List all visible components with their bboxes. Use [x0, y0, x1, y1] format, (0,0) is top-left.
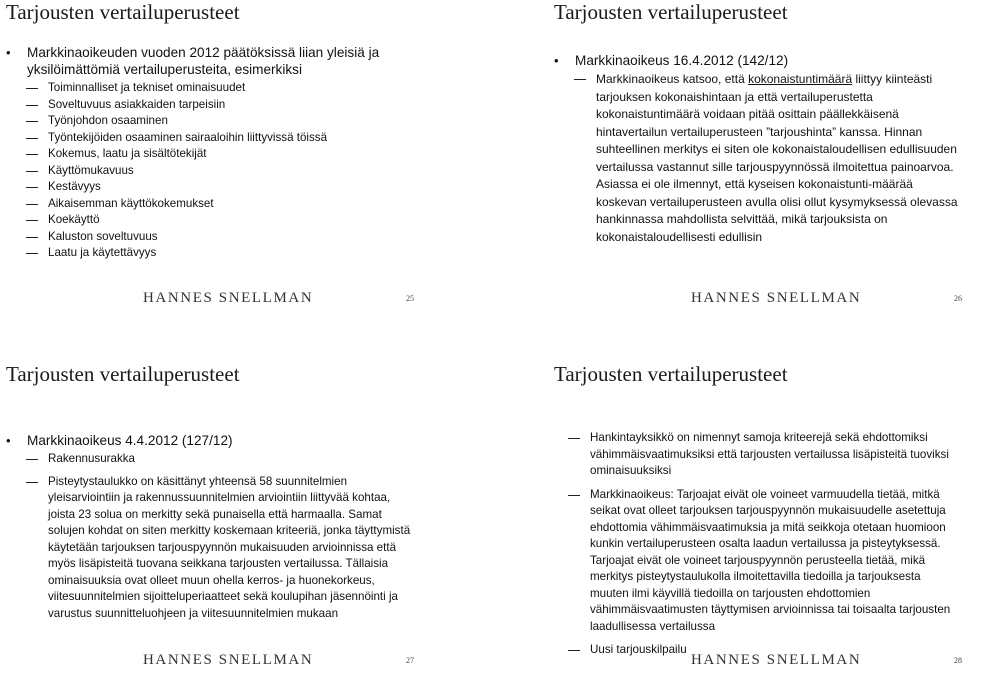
sub-item [6, 474, 418, 623]
slide-26 [548, 0, 1008, 324]
slide-content [548, 430, 960, 659]
sub-item-text: Kokemus, laatu ja sisältötekijät [48, 147, 207, 160]
page-number: 25 [406, 294, 414, 303]
sub-item-text: Markkinaoikeus katsoo, että [596, 72, 749, 86]
dash-icon [26, 204, 38, 205]
sub-item [6, 130, 418, 147]
sub-item-text: Toiminnalliset ja tekniset ominaisuudet [48, 81, 246, 94]
dash-icon [568, 438, 580, 439]
bullet-dot-icon: • [6, 45, 11, 60]
sub-item [6, 80, 418, 97]
sub-item [6, 163, 418, 180]
page-number: 26 [954, 294, 962, 303]
dash-icon [26, 105, 38, 106]
sub-item-text: Työntekijöiden osaaminen sairaaloihin liittyvissä töissä [48, 130, 328, 144]
bullet-text: Markkinaoikeuden vuoden 2012 päätöksissä liian yleisiä ja yksilöimättömiä vertailuperusteita, esimerkiksi [27, 45, 380, 77]
sub-item [548, 487, 960, 636]
sub-item-text: Koekäyttö [48, 213, 100, 226]
sub-item [6, 451, 418, 468]
slide-25 [0, 0, 460, 324]
hannes-snellman-logo: HANNES SNELLMAN [143, 652, 314, 668]
dash-icon [26, 459, 38, 460]
dash-icon [26, 121, 38, 122]
slide-title: Tarjousten vertailuperusteet [554, 362, 788, 386]
bullet-item [6, 432, 418, 449]
sub-item-text: Markkinaoikeus: Tarjoajat eivät ole voineet varmuudella tietää, mitkä seikat ovat olleet tarjouksen tarjouspyynnön mukaisuudelle asetettuja ehdottomia vähimmäisvaatimuksia ja mitä seikkoja otetaan huomioon kunkin vertailuperusteen osalta laadun vertailussa ja pisteytyksessä. Tarjoajat eivät ole voineet tarjouspyynnön perusteella tietää, mikä merkitys pisteytystaulukolla ilmoitettavilla tiedoilla ja tarjouksesta muuten ilmi käyvillä tiedoilla on tarjousten ehdottomien vähimmäisvaatimusten täyttymisen arvioinnissa tai toisaalta tarjousten laadullisessa vertailussa [590, 487, 951, 633]
sub-item [6, 113, 418, 130]
bullet-text: Markkinaoikeus 4.4.2012 (127/12) [27, 433, 233, 448]
sub-item-text: Laatu ja käytettävyys [48, 246, 157, 259]
dash-icon [26, 154, 38, 155]
dash-icon [574, 79, 586, 80]
dash-icon [26, 138, 38, 139]
underlined-term: kokonaistuntimäärä [748, 72, 853, 86]
sub-item [6, 97, 418, 114]
sub-item [6, 179, 418, 196]
sub-item-text: Aikaisemman käyttökokemukset [48, 196, 214, 210]
sub-item [6, 212, 418, 229]
dash-icon [568, 495, 580, 496]
bullet-dot-icon: • [554, 53, 559, 68]
dash-icon [26, 88, 38, 89]
page-number: 28 [954, 656, 962, 665]
dash-icon [26, 253, 38, 254]
sub-item [6, 196, 418, 213]
sub-item [554, 71, 966, 246]
hannes-snellman-logo: HANNES SNELLMAN [143, 290, 314, 306]
sub-item-text: Kestävyys [48, 180, 101, 193]
page-number: 27 [406, 656, 414, 665]
sub-item [6, 245, 418, 262]
hannes-snellman-logo: HANNES SNELLMAN [691, 290, 862, 306]
sub-item-text: Hankintayksikkö on nimennyt samoja kriteerejä sekä ehdottomiksi vähimmäisvaatimuksiksi että tarjousten vertailussa lisäpisteitä tuoviksi ominaisuuksiksi [590, 431, 949, 477]
dash-icon [26, 237, 38, 238]
sub-item [548, 430, 960, 480]
slide-content [554, 52, 966, 246]
sub-item [6, 146, 418, 163]
bullet-dot-icon: • [6, 433, 11, 448]
dash-icon [26, 220, 38, 221]
sub-item-text: Käyttömukavuus [48, 163, 134, 177]
slide-title: Tarjousten vertailuperusteet [6, 0, 240, 24]
sub-item-text: Uusi tarjouskilpailu [590, 643, 687, 656]
dash-icon [26, 482, 38, 483]
bullet-item [6, 44, 418, 78]
sub-item-text: Työnjohdon osaaminen [48, 114, 168, 127]
sub-item-text: Rakennusurakka [48, 452, 136, 465]
slide-content [6, 44, 418, 262]
sub-item [6, 229, 418, 246]
slide-27 [0, 362, 460, 686]
sub-item-text: Kaluston soveltuvuus [48, 229, 158, 243]
bullet-text: Markkinaoikeus 16.4.2012 (142/12) [575, 53, 789, 68]
sub-item-text: Soveltuvuus asiakkaiden tarpeisiin [48, 97, 226, 111]
sub-item-text: liittyy kiinteästi tarjouksen kokonaishintaan ja että vertailuperustetta kokonaistuntimäärä voidaan pitää osittain päällekkäisenä hintavertailun vertailuperusteen ”tarjoushinta” kanssa. Hinnan suhteellinen merkitys ei siten ole kokonaistaloudellisen edullisuuden vertailussa vastannut sille tarjouspyynnössä ilmoitettua painoarvoa. Asiassa ei ole ilmennyt, että kyseisen kokonaistunti-määrää koskevan vertailuperusteen avulla olisi ollut kysymyksessä olevassa hankinnassa mahdollista selvittää, mikä tarjouksista on kokonaistaloudellisesti edullisin [596, 72, 958, 244]
slide-footer [548, 646, 970, 676]
dash-icon [26, 187, 38, 188]
slide-28 [548, 362, 1008, 686]
dash-icon [26, 171, 38, 172]
slide-title: Tarjousten vertailuperusteet [554, 0, 788, 24]
bullet-item [554, 52, 966, 69]
slide-footer [548, 284, 970, 314]
hannes-snellman-logo: HANNES SNELLMAN [691, 652, 862, 668]
slide-title: Tarjousten vertailuperusteet [6, 362, 240, 386]
slide-footer [0, 646, 422, 676]
slide-content [6, 432, 418, 622]
sub-item-text: Pisteytystaulukko on käsittänyt yhteensä 58 suunnitelmien yleisarviointiin ja rakennussuunnitelmien arviointiin liittyvää kohtaa, joista 23 solua on merkitty sekä punaisella että harmaalla. Samat solujen kohdat on siten merkitty koskemaan kriteeriä, jonka täyttymistä käytetään tarjouksen tarjouspyynnön mukaisuuden arvioinnissa että myös lisäpisteitä tuovana seikkana tarjousten vertailussa. Tällaisia ominaisuuksia ovat olleet muun ohella kerros- ja huonekorkeus, viitesuunnitelmien sijoitteluperiaatteet sekä koulupihan jäsennöinti ja varustus suunnitteluohjeen ja viitesuunnitelmien mukaan [48, 474, 411, 620]
slide-footer [0, 284, 422, 314]
